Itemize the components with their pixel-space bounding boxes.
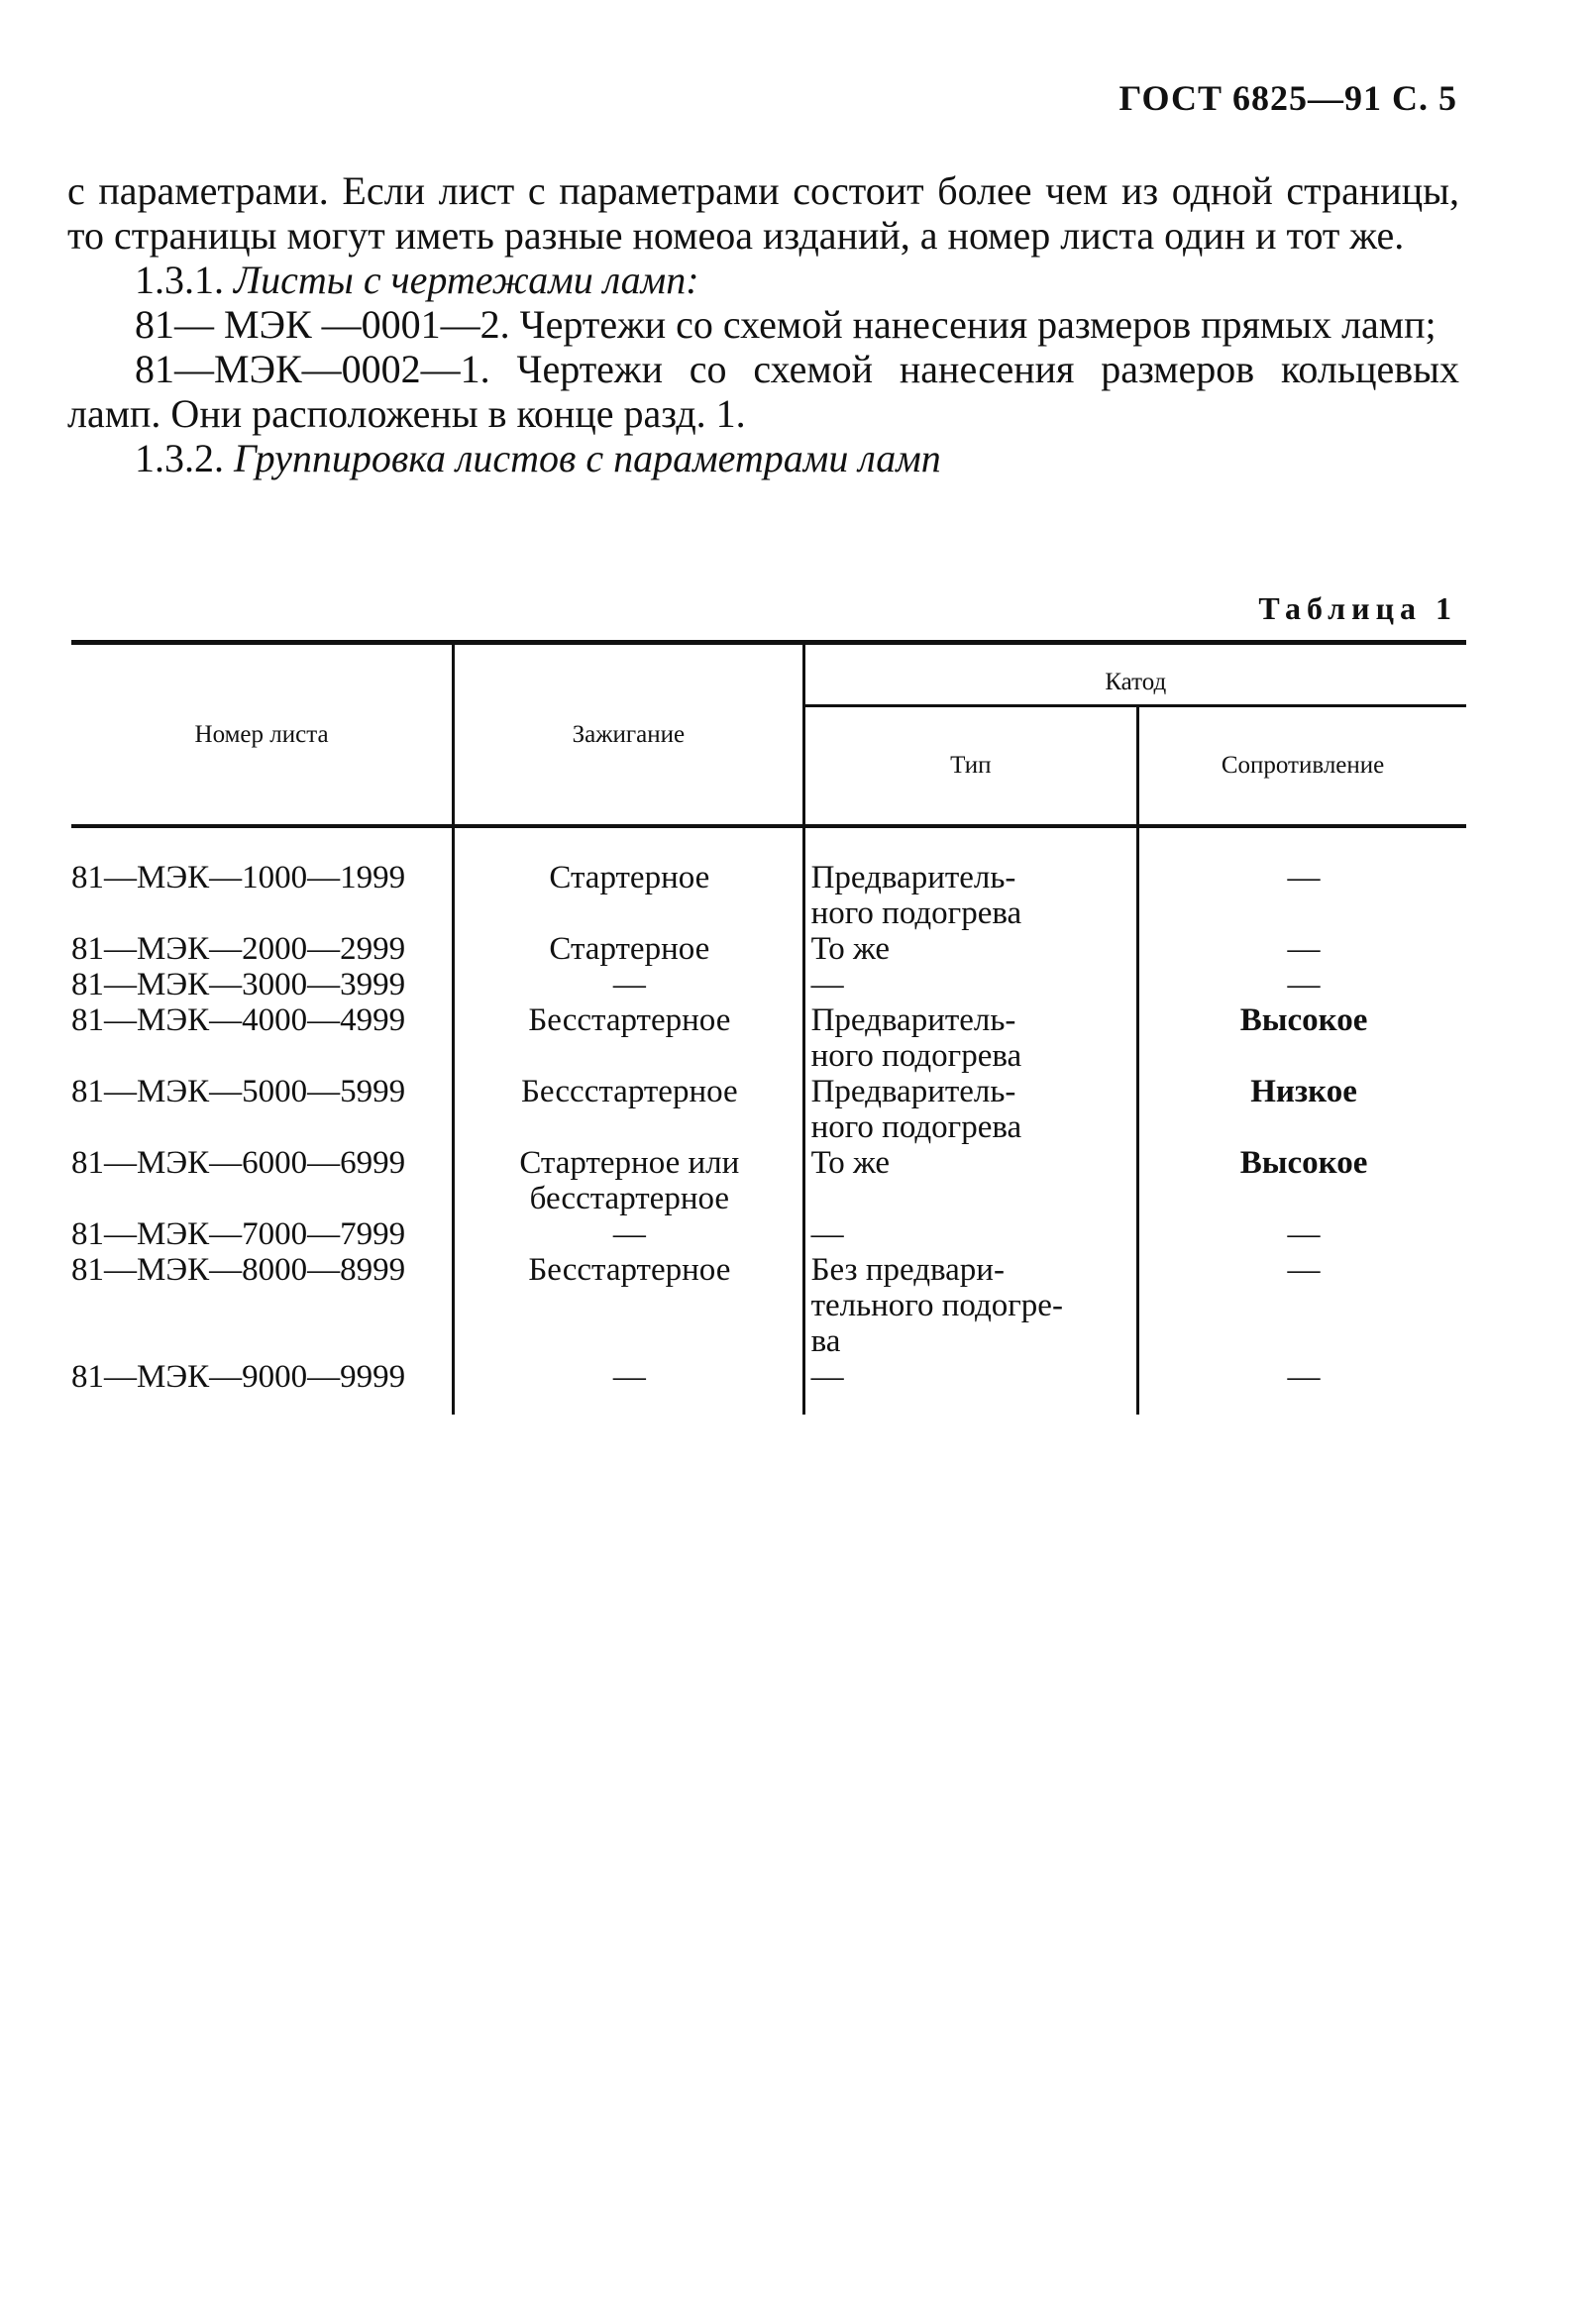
cell-ignition: — (454, 967, 803, 1002)
cell-cathode-resistance: — (1287, 860, 1321, 895)
cell-cathode-type: Без предвари- тельного подогре- ва (803, 1252, 1138, 1359)
cell-sheet-number: 81—МЭК—4000—4999 (71, 1002, 454, 1074)
cell-cathode-type: То же (803, 1145, 1138, 1216)
cell-cathode-type: — (803, 967, 1138, 1002)
cell-sheet-number: 81—МЭК—2000—2999 (71, 931, 454, 967)
section-number: 1.3.1. (135, 258, 224, 302)
table-bottom-spacer (71, 1395, 1466, 1415)
header-sheet-number: Номер листа (71, 643, 454, 827)
cell-sheet-number: 81—МЭК—9000—9999 (71, 1359, 454, 1395)
section-number: 1.3.2. (135, 436, 224, 480)
table-row (71, 1252, 1466, 1359)
section-title: Листы с чертежами ламп: (234, 258, 699, 302)
running-title: ГОСТ 6825—91 С. 5 (1118, 78, 1457, 118)
cell-ignition: Бесстартерное (454, 1002, 803, 1074)
lamp-sheets-table (71, 640, 1466, 1415)
table-row (71, 1359, 1466, 1395)
body-text (67, 168, 1459, 480)
cell-cathode-resistance: Низкое (1250, 1074, 1357, 1109)
cell-cathode-type: Предваритель- ного подогрева (803, 1002, 1138, 1074)
cell-cathode-type: — (803, 1359, 1138, 1395)
header-cathode: Катод (803, 643, 1466, 706)
table-row (71, 931, 1466, 967)
cell-cathode-type: Предваритель- ного подогрева (803, 1074, 1138, 1145)
cell-cathode-resistance: — (1287, 1359, 1321, 1395)
table-row (71, 1074, 1466, 1145)
cell-ignition: Стартерное или бесстартерное (454, 1145, 803, 1216)
paragraph-circular-lamps: 81—МЭК—0002—1. Чертежи со схемой нанесения размеров кольцевых ламп. Они расположены в конце разд. 1. (67, 347, 1459, 436)
cell-sheet-number: 81—МЭК—8000—8999 (71, 1252, 454, 1359)
cell-cathode-type: — (803, 1216, 1138, 1252)
table-row (71, 1145, 1466, 1216)
cell-sheet-number: 81—МЭК—7000—7999 (71, 1216, 454, 1252)
cell-ignition: — (454, 1359, 803, 1395)
cell-sheet-number: 81—МЭК—1000—1999 (71, 860, 454, 931)
table-row (71, 860, 1466, 931)
table-row (71, 1002, 1466, 1074)
table-body (71, 826, 1466, 1415)
header-type: Тип (803, 706, 1138, 827)
table-caption: Таблица 1 (1258, 590, 1457, 626)
cell-ignition: Бессстартерное (454, 1074, 803, 1145)
paragraph-straight-lamps: 81— МЭК —0001—2. Чертежи со схемой нанесения размеров прямых ламп; (135, 302, 1436, 347)
cell-ignition: Стартерное (454, 931, 803, 967)
cell-sheet-number: 81—МЭК—5000—5999 (71, 1074, 454, 1145)
cell-cathode-type: То же (803, 931, 1138, 967)
cell-cathode-resistance: — (1287, 1252, 1321, 1288)
cell-cathode-type: Предваритель- ного подогрева (803, 860, 1138, 931)
cell-cathode-resistance: — (1287, 1216, 1321, 1252)
cell-ignition: Стартерное (454, 860, 803, 931)
section-1-3-2 (67, 436, 1459, 480)
cell-cathode-resistance: Высокое (1239, 1002, 1368, 1038)
cell-cathode-resistance: — (1287, 931, 1321, 967)
cell-sheet-number: 81—МЭК—6000—6999 (71, 1145, 454, 1216)
paragraph-continuation: с параметрами. Если лист с параметрами состоит более чем из одной страницы, то страницы могут иметь разные номеоа изданий, а номер листа один и тот же. (67, 168, 1459, 258)
cell-ignition: Бесстартерное (454, 1252, 803, 1359)
cell-cathode-resistance: — (1287, 967, 1321, 1002)
header-ignition: Зажигание (454, 643, 803, 827)
header-resistance: Сопротивление (1138, 706, 1466, 827)
section-1-3-1 (67, 258, 1459, 302)
table-row (71, 1216, 1466, 1252)
cell-sheet-number: 81—МЭК—3000—3999 (71, 967, 454, 1002)
cell-ignition: — (454, 1216, 803, 1252)
table-row (71, 967, 1466, 1002)
section-title: Группировка листов с параметрами ламп (234, 436, 941, 480)
cell-cathode-resistance: Высокое (1239, 1145, 1368, 1181)
